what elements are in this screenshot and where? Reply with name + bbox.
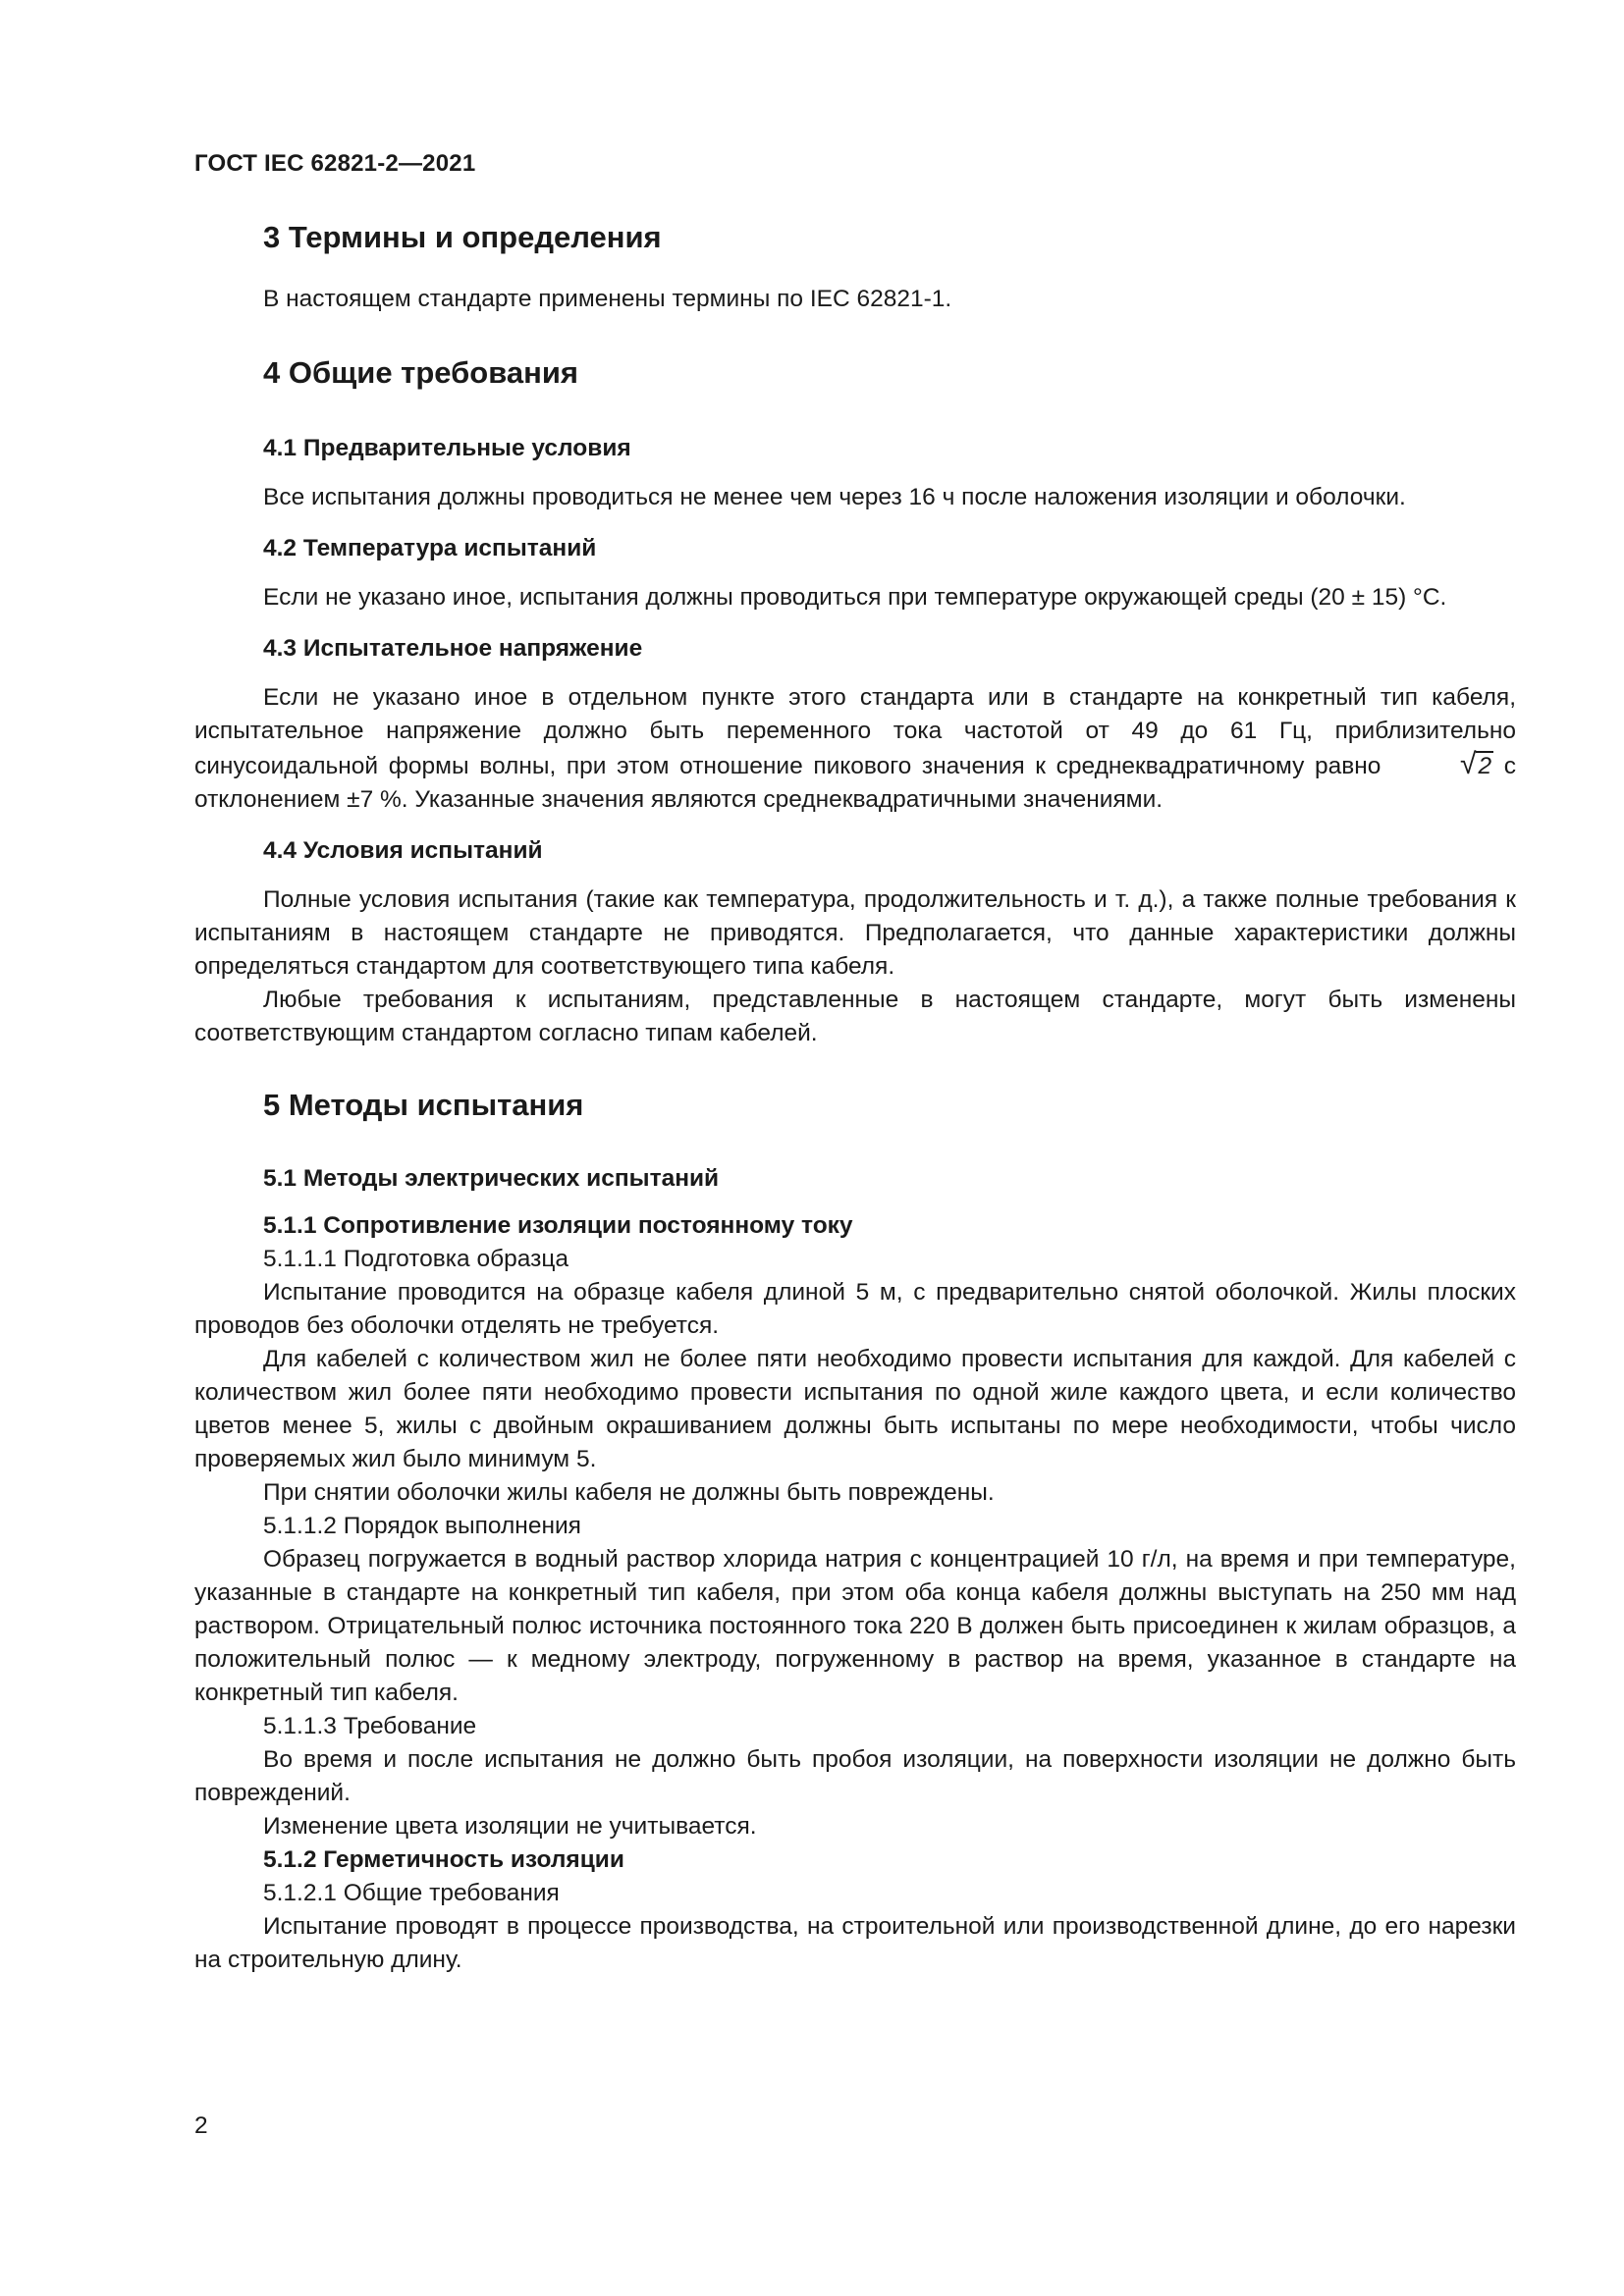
document-header: ГОСТ IEC 62821-2—2021 bbox=[194, 150, 476, 177]
section-5-1-title: 5.1 Методы электрических испытаний bbox=[263, 1165, 720, 1192]
section-5-1-1-1-paragraph-1: Испытание проводится на образце кабеля длиной 5 м, с предварительно снятой оболочкой. Жилы плоских проводов без оболочки отделять не требуется. bbox=[194, 1279, 1516, 1339]
section-5-1-1-2-title: 5.1.1.2 Порядок выполнения bbox=[263, 1513, 581, 1539]
section-5-1-1-title: 5.1.1 Сопротивление изоляции постоянному току bbox=[263, 1212, 853, 1239]
section-4-3-text bbox=[194, 681, 1516, 817]
sqrt-formula bbox=[1391, 748, 1493, 783]
section-5-1-1-3-paragraph-2: Изменение цвета изоляции не учитывается. bbox=[263, 1813, 757, 1840]
section-5-1-2-1-paragraph-1: Испытание проводят в процессе производства, на строительной или производственной длине, до его нарезки на строительную длину. bbox=[194, 1913, 1516, 1973]
section-5-1-2-1-title: 5.1.2.1 Общие требования bbox=[263, 1880, 560, 1906]
page-number: 2 bbox=[194, 2112, 208, 2139]
section-4-4-title: 4.4 Условия испытаний bbox=[263, 837, 543, 864]
section-4-3-title: 4.3 Испытательное напряжение bbox=[263, 635, 643, 662]
section-5-1-1-3-paragraph-1: Во время и после испытания не должно быть пробоя изоляции, на поверхности изоляции не должно быть повреждений. bbox=[194, 1746, 1516, 1806]
section-4-1-text: Все испытания должны проводиться не менее чем через 16 ч после наложения изоляции и оболочки. bbox=[263, 484, 1406, 510]
document-body bbox=[194, 218, 1516, 1977]
section-5-1-1-1-paragraph-3: При снятии оболочки жилы кабеля не должны быть повреждены. bbox=[263, 1479, 995, 1506]
section-4-2-title: 4.2 Температура испытаний bbox=[263, 535, 597, 561]
section-5-1-2-title: 5.1.2 Герметичность изоляции bbox=[263, 1846, 624, 1873]
sqrt-radicand: 2 bbox=[1478, 753, 1492, 779]
radical-sign-icon: √ bbox=[1460, 748, 1477, 780]
section-4-3-text-part2: с отклонением ±7 %. Указанные значения являются среднеквадратичными значениями. bbox=[194, 753, 1517, 813]
section-4-2-text: Если не указано иное, испытания должны проводиться при температуре окружающей среды (20 ± 15) °С. bbox=[263, 584, 1447, 611]
section-5-1-1-3-title: 5.1.1.3 Требование bbox=[263, 1713, 477, 1739]
section-4-4-paragraph-2: Любые требования к испытаниям, представленные в настоящем стандарте, могут быть изменены соответствующим стандартом согласно типам кабелей. bbox=[194, 987, 1516, 1046]
section-4-title: 4 Общие требования bbox=[263, 355, 578, 390]
section-5-1-1-1-title: 5.1.1.1 Подготовка образца bbox=[263, 1246, 569, 1272]
section-5-1-1-1-paragraph-2: Для кабелей с количеством жил не более пяти необходимо провести испытания для каждой. Для кабелей с количеством жил более пяти необходимо провести испытания по одной жиле каждого цвета, и если количество цветов менее 5, жилы с двойным окрашиванием должны быть испытаны по мере необходимости, чтобы число проверяемых жил было минимум 5. bbox=[194, 1346, 1516, 1472]
section-4-4-paragraph-1: Полные условия испытания (такие как температура, продолжительность и т. д.), а также полные требования к испытаниям в настоящем стандарте не приводятся. Предполагается, что данные характеристики должны определяться стандартом для соответствующего типа кабеля. bbox=[194, 886, 1516, 980]
section-4-3-text-part1: Если не указано иное в отдельном пункте этого стандарта или в стандарте на конкретный тип кабеля, испытательное напряжение должно быть переменного тока частотой от 49 до 61 Гц, приблизительно синусоидальной формы волны, при этом отношение пикового значения к среднеквадратичному равно bbox=[194, 684, 1516, 779]
section-5-1-1-2-paragraph-1: Образец погружается в водный раствор хлорида натрия с концентрацией 10 г/л, на время и при температуре, указанные в стандарте на конкретный тип кабеля, при этом оба конца кабеля должны выступать на 250 мм над раствором. Отрицательный полюс источника постоянного тока 220 В должен быть присоединен к жилам образцов, а положительный полюс — к медному электроду, погруженному в раствор на время, указанное в стандарте на конкретный тип кабеля. bbox=[194, 1546, 1516, 1706]
section-3-text: В настоящем стандарте применены термины по IEC 62821-1. bbox=[263, 286, 952, 312]
section-3-title: 3 Термины и определения bbox=[263, 220, 662, 254]
section-4-1-title: 4.1 Предварительные условия bbox=[263, 435, 631, 461]
section-5-title: 5 Методы испытания bbox=[263, 1088, 584, 1122]
